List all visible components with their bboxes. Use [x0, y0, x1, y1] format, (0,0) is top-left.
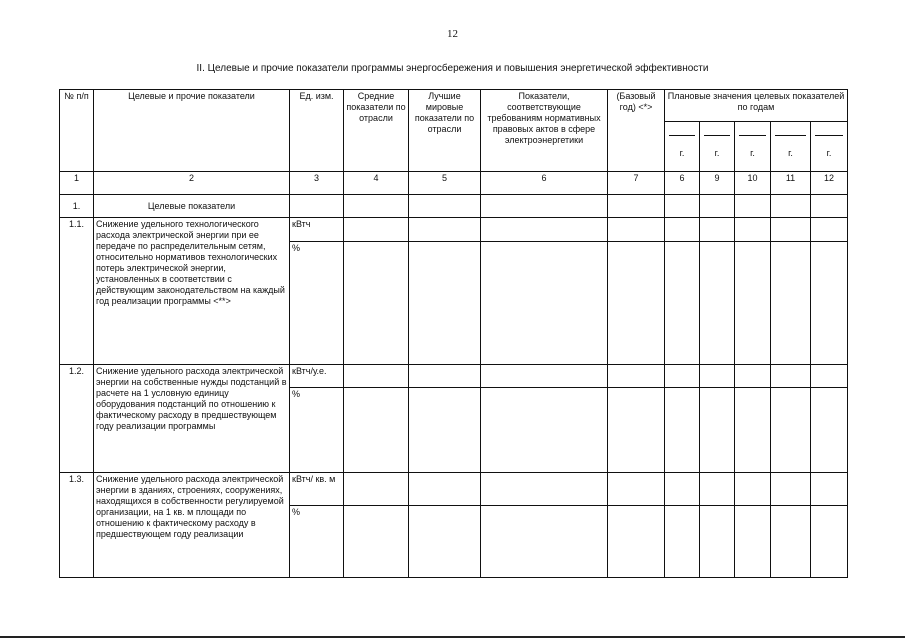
table-row	[60, 365, 848, 388]
page-number: 12	[447, 28, 458, 40]
header-indicator: Целевые и прочие показатели	[94, 90, 290, 172]
header-base-year: (Базовый год) <*>	[608, 90, 665, 172]
document-title: II. Целевые и прочие показатели программы энергосбережения и повышения энергетической эффективности	[196, 63, 709, 74]
header-year-2	[700, 122, 735, 172]
row-unit: %	[290, 506, 344, 578]
col-number: 3	[290, 172, 344, 195]
column-numbers-row	[60, 172, 848, 195]
col-number: 10	[735, 172, 771, 195]
header-world-best: Лучшие мировые показатели по отрасли	[409, 90, 481, 172]
section-row	[60, 195, 848, 218]
row-indicator-text: Снижение удельного расхода электрической энергии на собственные нужды подстанций в расчете на 1 условную единицу оборудования подстанций по отношению к фактическому расходу в предшествующем году реализации программы	[94, 365, 290, 473]
header-year-5	[811, 122, 848, 172]
col-number: 9	[700, 172, 735, 195]
header-planned-values: Плановые значения целевых показателей по годам	[665, 90, 848, 122]
section-num: 1.	[60, 195, 94, 218]
section-label: Целевые показатели	[94, 195, 290, 218]
col-number: 12	[811, 172, 848, 195]
year-label: г.	[750, 148, 755, 158]
row-unit: кВтч/ кв. м	[290, 473, 344, 506]
row-num: 1.3.	[60, 473, 94, 578]
row-indicator-text: Снижение удельного технологического расхода электрической энергии при ее передаче по распределительным сетям, относительно нормативов технологических потерь электрической энергии, установленных в соответствии с действующим законодательством на каждый год реализации программы <**>	[94, 218, 290, 365]
header-regulatory: Показатели, соответствующие требованиям нормативных правовых актов в сфере электроэнергетики	[481, 90, 608, 172]
row-indicator-text: Снижение удельного расхода электрической энергии в зданиях, строениях, сооружениях, находящихся в собственности регулируемой организации, на 1 кв. м площади по отношению к фактическому расходу в предшествующем году реализации	[94, 473, 290, 578]
col-number: 6	[481, 172, 608, 195]
row-num: 1.2.	[60, 365, 94, 473]
col-number: 6	[665, 172, 700, 195]
col-number: 11	[771, 172, 811, 195]
row-num: 1.1.	[60, 218, 94, 365]
col-number: 5	[409, 172, 481, 195]
col-number: 4	[344, 172, 409, 195]
row-unit: кВтч/у.е.	[290, 365, 344, 388]
table-row	[60, 473, 848, 506]
year-label: г.	[714, 148, 720, 158]
header-year-1	[665, 122, 700, 172]
row-unit: %	[290, 388, 344, 473]
header-year-3	[735, 122, 771, 172]
indicators-table	[59, 89, 848, 578]
table-row	[60, 218, 848, 242]
page-bottom-rule	[0, 636, 905, 638]
year-label: г.	[788, 148, 793, 158]
col-number: 1	[60, 172, 94, 195]
header-year-4	[771, 122, 811, 172]
col-number: 2	[94, 172, 290, 195]
header-unit: Ед. изм.	[290, 90, 344, 172]
row-unit: %	[290, 242, 344, 365]
year-label: г.	[679, 148, 685, 158]
row-unit: кВтч	[290, 218, 344, 242]
header-num: № п/п	[60, 90, 94, 172]
header-industry-average: Средние показатели по отрасли	[344, 90, 409, 172]
year-label: г.	[826, 148, 832, 158]
col-number: 7	[608, 172, 665, 195]
